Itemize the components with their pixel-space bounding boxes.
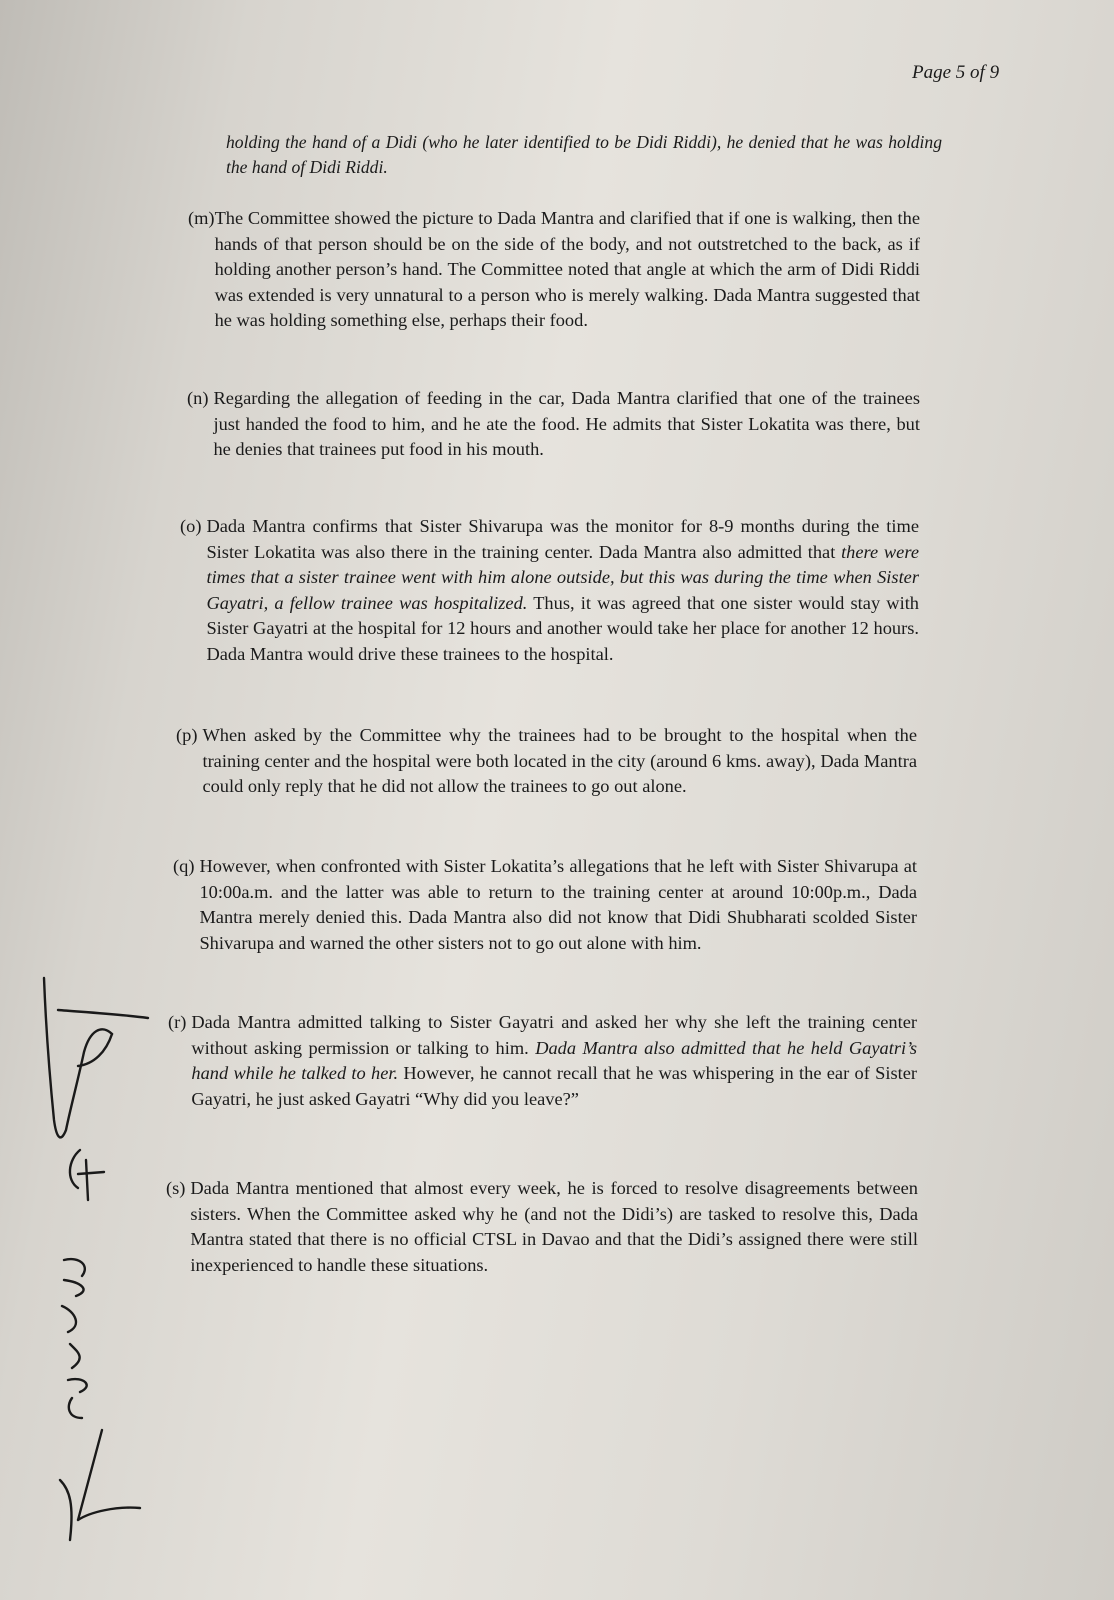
paragraph-marker: (m) — [188, 208, 215, 228]
signature-stroke — [58, 1010, 148, 1066]
paragraph-n — [187, 386, 920, 463]
paragraph-text: Dada Mantra mentioned that almost every week, he is forced to resolve disagreements between sisters. When the Committee asked why he (and not the Didi’s) are tasked to resolve this, Dada Mantra stated that there is no official CTSL in Davao and that the Didi’s assigned there were still inexperienced to handle these situations. — [190, 1178, 918, 1275]
signature-stroke — [44, 978, 112, 1137]
signature-stroke — [60, 1430, 140, 1540]
paragraph-r — [168, 1010, 917, 1112]
paragraph-m — [188, 206, 920, 334]
paragraph-marker: (p) — [176, 725, 198, 745]
paragraph-q — [173, 854, 917, 956]
paragraph-marker: (o) — [180, 516, 202, 536]
italic-passage: Dada Mantra also admitted that he held Gayatri’s hand while he talked to her. — [191, 1037, 917, 1083]
paragraph-text: When asked by the Committee why the trainees had to be brought to the hospital when the training center and the hospital were both located in the city (around 6 kms. away), Dada Mantra could only reply that he did not allow the trainees to go out alone. — [202, 725, 917, 796]
paragraph-marker: (q) — [173, 856, 195, 876]
paragraph-s — [166, 1176, 918, 1278]
paragraph-text: Dada Mantra admitted talking to Sister Gayatri and asked her why she left the training center without asking permission or talking to him. Dada Mantra also admitted that he held Gayatri’s hand while he talked to her. However, he cannot recall that he was whispering in the ear of Sister Gayatri, he just asked Gayatri “Why did you leave?” — [191, 1012, 917, 1109]
paragraph-text: The Committee showed the picture to Dada Mantra and clarified that if one is walking, then the hands of that person should be on the side of the body, and not outstretched to the back, as if holding another person’s hand. The Committee noted that angle at which the arm of Didi Riddi was extended is very unnatural to a person who is merely walking. Dada Mantra suggested that he was holding something else, perhaps their food. — [214, 208, 920, 330]
page-number: Page 5 of 9 — [912, 62, 1000, 83]
paragraph-marker: (r) — [168, 1012, 187, 1032]
paragraph-marker: (n) — [187, 388, 209, 408]
signature-stroke — [62, 1259, 87, 1418]
lead-paragraph: holding the hand of a Didi (who he later identified to be Didi Riddi), he denied that he was holding the hand of Didi Riddi. — [226, 132, 942, 177]
paragraph-text: Dada Mantra confirms that Sister Shivarupa was the monitor for 8-9 months during the time Sister Lokatita was also there in the training center. Dada Mantra also admitted that there were times that a sister trainee went with him alone outside, but this was during the time when Sister Gayatri, a fellow trainee was hospitalized. Thus, it was agreed that one sister would stay with Sister Gayatri at the hospital for 12 hours and another would take her place for another 12 hours. Dada Mantra would drive these trainees to the hospital. — [206, 516, 919, 664]
italic-passage: there were times that a sister trainee went with him alone outside, but this was during the time when Sister Gayatri, a fellow trainee was hospitalized. — [206, 541, 919, 613]
paragraph-text: Regarding the allegation of feeding in the car, Dada Mantra clarified that one of the trainees just handed the food to him, and he ate the food. He admits that Sister Lokatita was there, but he denies that trainees put food in his mouth. — [213, 388, 920, 459]
margin-signature — [20, 960, 170, 1560]
signature-stroke — [70, 1150, 104, 1200]
paragraph-marker: (s) — [166, 1178, 186, 1198]
paragraph-o — [180, 514, 919, 667]
paragraph-text: However, when confronted with Sister Lokatita’s allegations that he left with Sister Shivarupa at 10:00a.m. and the latter was able to return to the training center at around 10:00p.m., Dada Mantra merely denied this. Dada Mantra also did not know that Didi Shubharati scolded Sister Shivarupa and warned the other sisters not to go out alone with him. — [199, 856, 917, 953]
paragraph-p — [176, 723, 917, 800]
